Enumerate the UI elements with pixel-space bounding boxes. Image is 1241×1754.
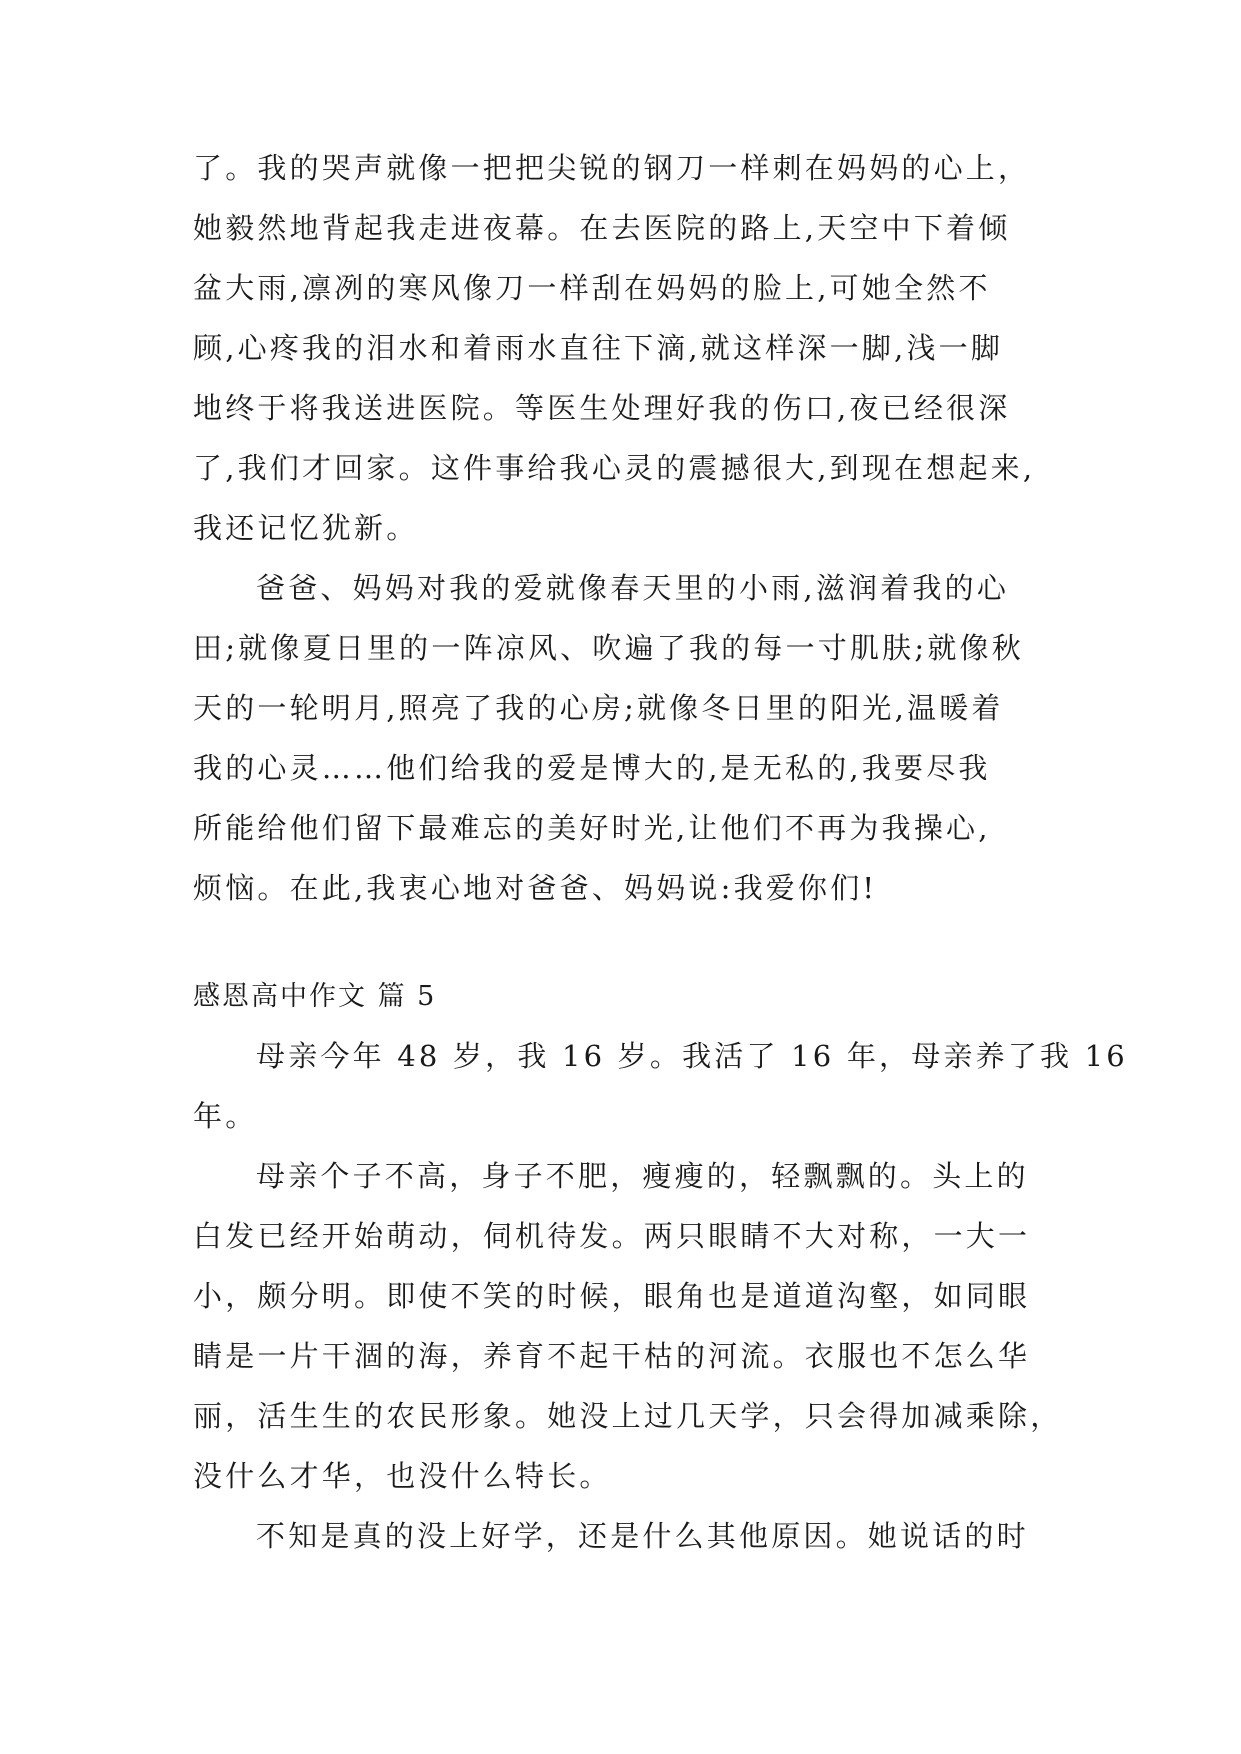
para4-line-3: 小，颇分明。即使不笑的时候，眼角也是道道沟壑，如同眼 [193, 1279, 1031, 1313]
para3-line-1: 母亲今年 48 岁，我 16 岁。我活了 16 年，母亲养了我 16 [256, 1039, 1128, 1073]
para4-line-4: 睛是一片干涸的海，养育不起干枯的河流。衣服也不怎么华 [193, 1339, 1031, 1373]
para1-line-3: 盆大雨,凛冽的寒风像刀一样刮在妈妈的脸上,可她全然不 [193, 271, 991, 305]
para4-line-1: 母亲个子不高，身子不肥，瘦瘦的，轻飘飘的。头上的 [256, 1159, 1029, 1193]
para1-line-7: 我还记忆犹新。 [193, 511, 419, 545]
para1-line-5: 地终于将我送进医院。等医生处理好我的伤口,夜已经很深 [193, 391, 1011, 425]
para1-line-2: 她毅然地背起我走进夜幕。在去医院的路上,天空中下着倾 [193, 211, 1011, 245]
para2-line-5: 所能给他们留下最难忘的美好时光,让他们不再为我操心, [193, 811, 991, 845]
para4-line-5: 丽，活生生的农民形象。她没上过几天学，只会得加减乘除， [193, 1399, 1063, 1433]
para2-line-4: 我的心灵……他们给我的爱是博大的,是无私的,我要尽我 [193, 751, 991, 785]
para1-line-1: 了。我的哭声就像一把把尖锐的钢刀一样刺在妈妈的心上， [193, 151, 1031, 185]
para2-line-6: 烦恼。在此,我衷心地对爸爸、妈妈说:我爱你们! [193, 871, 878, 905]
para1-line-4: 顾,心疼我的泪水和着雨水直往下滴,就这样深一脚,浅一脚 [193, 331, 1004, 365]
para2-line-2: 田;就像夏日里的一阵凉风、吹遍了我的每一寸肌肤;就像秋 [193, 631, 1024, 665]
para2-line-1: 爸爸、妈妈对我的爱就像春天里的小雨,滋润着我的心 [256, 571, 1010, 605]
para4-line-2: 白发已经开始萌动，伺机待发。两只眼睛不大对称，一大一 [193, 1219, 1031, 1253]
para3-line-2: 年。 [193, 1099, 258, 1133]
para4-line-6: 没什么才华，也没什么特长。 [193, 1459, 612, 1493]
para2-line-3: 天的一轮明月,照亮了我的心房;就像冬日里的阳光,温暖着 [193, 691, 1004, 725]
para5-line-1: 不知是真的没上好学，还是什么其他原因。她说话的时 [256, 1519, 1029, 1553]
para1-line-6: 了,我们才回家。这件事给我心灵的震撼很大,到现在想起来, [193, 451, 1036, 485]
section-heading: 感恩高中作文 篇 5 [193, 981, 437, 1012]
